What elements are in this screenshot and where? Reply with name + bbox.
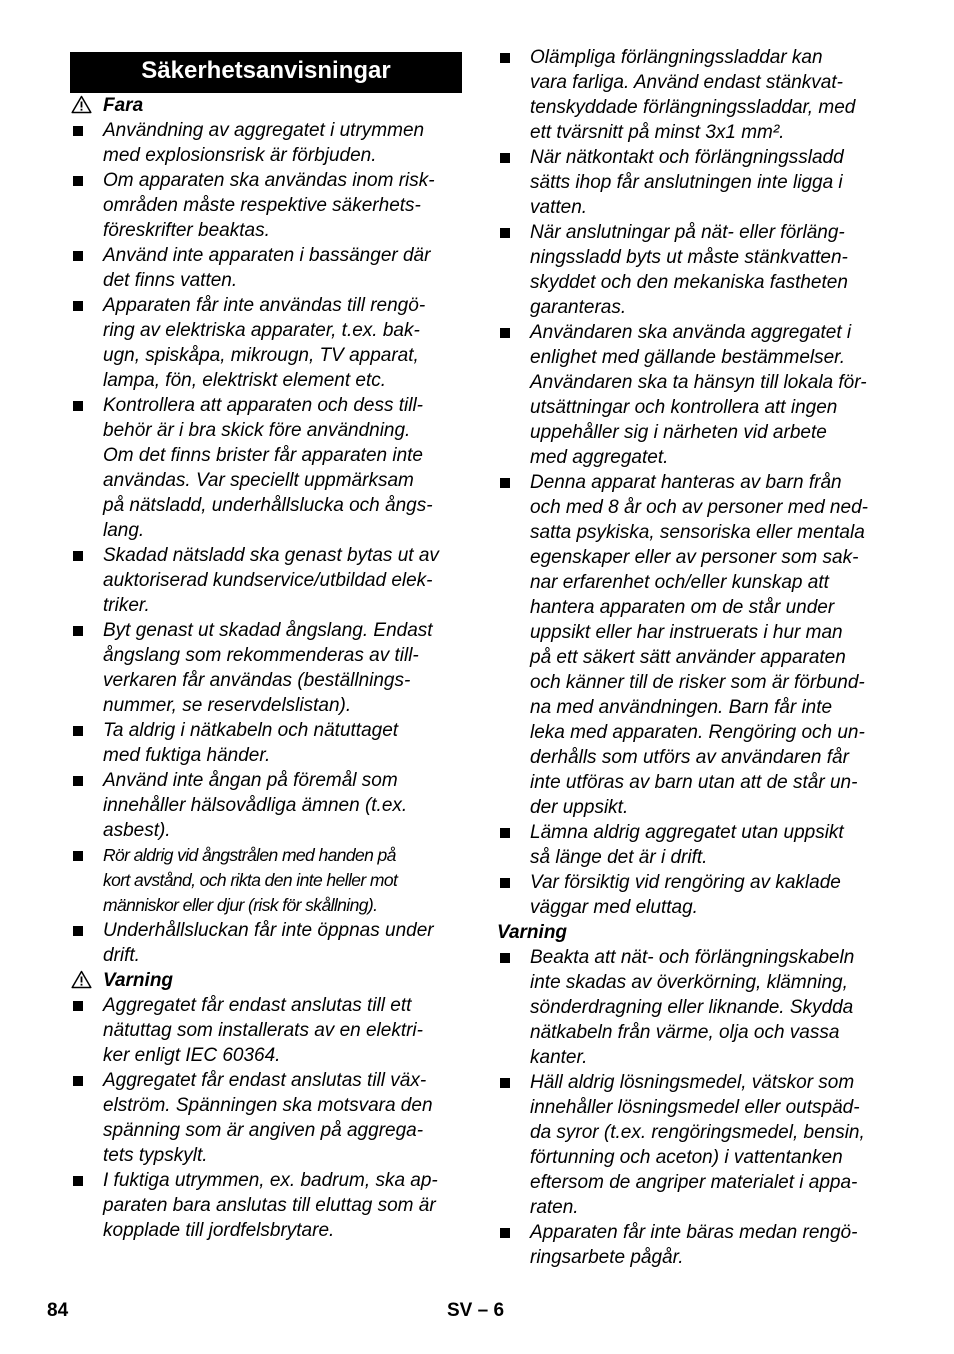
bullet-line-text: föreskrifter beaktas. bbox=[103, 220, 270, 241]
bullet-line bbox=[497, 1020, 892, 1045]
bullet-line-text: Användaren ska ta hänsyn till lokala för- bbox=[530, 372, 867, 393]
bullet-line bbox=[70, 993, 462, 1018]
bullet-line bbox=[497, 745, 892, 770]
bullet-line bbox=[70, 1143, 462, 1168]
bullet-square-icon bbox=[73, 1001, 83, 1011]
bullet-item bbox=[70, 243, 462, 293]
bullet-square-icon bbox=[73, 126, 83, 136]
bullet-line bbox=[497, 345, 892, 370]
bullet-line-text: Byt genast ut skadad ångslang. Endast bbox=[103, 620, 433, 641]
bullet-line bbox=[70, 918, 462, 943]
bullet-line bbox=[70, 443, 462, 468]
bullet-item bbox=[497, 145, 892, 220]
bullet-square-icon bbox=[500, 153, 510, 163]
bullet-line-text: skyddet och den mekaniska fastheten bbox=[530, 272, 848, 293]
bullet-item bbox=[497, 945, 892, 1070]
bullet-line bbox=[70, 1018, 462, 1043]
bullet-line bbox=[497, 770, 892, 795]
bullet-item bbox=[497, 470, 892, 820]
bullet-item bbox=[497, 1070, 892, 1220]
bullet-line-text: vara farliga. Använd endast stänkvat- bbox=[530, 72, 843, 93]
bullet-line bbox=[497, 270, 892, 295]
bullet-line-text: na med användningen. Barn får inte bbox=[530, 697, 833, 718]
bullet-line-text: kort avstånd, och rikta den inte heller mot bbox=[103, 870, 398, 890]
bullet-square-icon bbox=[500, 878, 510, 888]
bullet-line bbox=[70, 568, 462, 593]
bullet-square-icon bbox=[73, 726, 83, 736]
bullet-item bbox=[497, 320, 892, 470]
bullet-item bbox=[497, 1220, 892, 1270]
bullet-line-text: utsättningar och kontrollera att ingen bbox=[530, 397, 838, 418]
bullet-square-icon bbox=[500, 1078, 510, 1088]
bullet-line bbox=[497, 695, 892, 720]
bullet-line bbox=[70, 893, 462, 918]
bullet-line bbox=[497, 1220, 892, 1245]
bullet-line bbox=[70, 593, 462, 618]
bullet-line bbox=[497, 670, 892, 695]
bullet-line bbox=[70, 543, 462, 568]
bullet-line-text: Användning av aggregatet i utrymmen bbox=[103, 120, 425, 141]
bullet-line-text: Rör aldrig vid ångstrålen med handen på bbox=[103, 845, 396, 865]
bullet-line bbox=[497, 995, 892, 1020]
bullet-line-text: da syror (t.ex. rengöringsmedel, bensin, bbox=[530, 1122, 865, 1143]
bullet-line bbox=[497, 970, 892, 995]
bullet-line-text: tenskyddade förlängningssladdar, med bbox=[530, 97, 856, 118]
bullet-line bbox=[497, 395, 892, 420]
bullet-item bbox=[70, 768, 462, 843]
bullet-line bbox=[497, 1145, 892, 1170]
bullet-line-text: ningssladd byts ut måste stänkvatten- bbox=[530, 247, 848, 268]
bullet-square-icon bbox=[500, 828, 510, 838]
bullet-line bbox=[497, 895, 892, 920]
bullet-line-text: Var försiktig vid rengöring av kaklade bbox=[530, 872, 841, 893]
bullet-item bbox=[497, 870, 892, 920]
bullet-line-text: asbest). bbox=[103, 820, 171, 841]
bullet-line bbox=[497, 1045, 892, 1070]
bullet-line bbox=[70, 1118, 462, 1143]
bullet-square-icon bbox=[500, 228, 510, 238]
bullet-square-icon bbox=[73, 1176, 83, 1186]
page-number: 84 bbox=[47, 1300, 69, 1321]
bullet-line bbox=[497, 1195, 892, 1220]
bullet-line bbox=[497, 195, 892, 220]
bullet-item bbox=[70, 293, 462, 393]
bullet-line-text: nätuttag som installerats av en elektri- bbox=[103, 1020, 423, 1041]
bullet-line bbox=[70, 193, 462, 218]
warning-triangle-icon bbox=[71, 95, 92, 114]
bullet-line bbox=[497, 45, 892, 70]
bullet-line-text: enlighet med gällande bestämmelser. bbox=[530, 347, 846, 368]
bullet-line-text: satta psykiska, sensoriska eller mentala bbox=[530, 522, 865, 543]
bullet-line-text: När anslutningar på nät- eller förläng- bbox=[530, 222, 845, 243]
bullet-line bbox=[70, 1093, 462, 1118]
bullet-line-text: områden måste respektive säkerhets- bbox=[103, 195, 421, 216]
bullet-line-text: Lämna aldrig aggregatet utan uppsikt bbox=[530, 822, 844, 843]
bullet-line bbox=[70, 643, 462, 668]
bullet-line-text: I fuktiga utrymmen, ex. badrum, ska ap- bbox=[103, 1170, 438, 1191]
bullet-item bbox=[70, 843, 462, 918]
bullet-line-text: tets typskylt. bbox=[103, 1145, 208, 1166]
bullet-line bbox=[70, 768, 462, 793]
bullet-item bbox=[497, 220, 892, 320]
bullet-line-text: Denna apparat hanteras av barn från bbox=[530, 472, 842, 493]
bullet-line bbox=[70, 1193, 462, 1218]
bullet-line bbox=[497, 295, 892, 320]
bullet-line-text: och med 8 år och av personer med ned- bbox=[530, 497, 868, 518]
bullet-line bbox=[497, 720, 892, 745]
bullet-line bbox=[70, 1218, 462, 1243]
bullet-square-icon bbox=[73, 401, 83, 411]
bullet-line-text: ångslang som rekommenderas av till- bbox=[103, 645, 419, 666]
bullet-line-text: Skadad nätsladd ska genast bytas ut av bbox=[103, 545, 439, 566]
bullet-line-text: förtunning och aceton) i vattentanken bbox=[530, 1147, 843, 1168]
bullet-line bbox=[497, 870, 892, 895]
bullet-line-text: sönderdragning eller liknande. Skydda bbox=[530, 997, 854, 1018]
bullet-line bbox=[497, 1170, 892, 1195]
subsection-title-text: Varning bbox=[497, 922, 568, 943]
right-items bbox=[497, 45, 892, 1270]
bullet-line-text: kopplade till jordfelsbrytare. bbox=[103, 1220, 335, 1241]
bullet-line-text: drift. bbox=[103, 945, 140, 966]
bullet-line bbox=[497, 145, 892, 170]
bullet-line bbox=[70, 393, 462, 418]
bullet-line-text: med fuktiga händer. bbox=[103, 745, 271, 766]
bullet-line bbox=[497, 70, 892, 95]
bullet-line-text: användas. Var speciellt uppmärksam bbox=[103, 470, 414, 491]
bullet-line bbox=[70, 218, 462, 243]
bullet-line-text: uppsikt eller har instruerats i hur man bbox=[530, 622, 843, 643]
bullet-line bbox=[70, 943, 462, 968]
bullet-item bbox=[70, 118, 462, 168]
bullet-item bbox=[70, 718, 462, 768]
bullet-line-text: nar erfarenhet och/eller kunskap att bbox=[530, 572, 829, 593]
bullet-line-text: eftersom de angriper materialet i appa- bbox=[530, 1172, 858, 1193]
left-column bbox=[70, 45, 462, 1243]
bullet-line-text: inte utföras av barn utan att de står un- bbox=[530, 772, 858, 793]
bullet-line bbox=[70, 693, 462, 718]
bullet-line-text: Beakta att nät- och förlängningskabeln bbox=[530, 947, 855, 968]
bullet-line bbox=[70, 843, 462, 868]
bullet-line-text: Apparaten får inte användas till rengö- bbox=[103, 295, 426, 316]
bullet-line-text: så länge det är i drift. bbox=[530, 847, 708, 868]
bullet-line bbox=[497, 170, 892, 195]
bullet-square-icon bbox=[500, 328, 510, 338]
bullet-line bbox=[70, 518, 462, 543]
bullet-line-text: ring av elektriska apparater, t.ex. bak- bbox=[103, 320, 420, 341]
bullet-line-text: elström. Spänningen ska motsvara den bbox=[103, 1095, 433, 1116]
bullet-square-icon bbox=[500, 53, 510, 63]
bullet-line bbox=[497, 820, 892, 845]
bullet-item bbox=[70, 993, 462, 1068]
bullet-line-text: Om det finns brister får apparaten inte bbox=[103, 445, 423, 466]
bullet-line-text: Använd inte ångan på föremål som bbox=[103, 770, 398, 791]
bullet-line bbox=[70, 618, 462, 643]
bullet-line bbox=[497, 845, 892, 870]
bullet-line bbox=[497, 795, 892, 820]
bullet-square-icon bbox=[500, 478, 510, 488]
bullet-line-text: leka med apparaten. Rengöring och un- bbox=[530, 722, 865, 743]
bullet-line bbox=[70, 493, 462, 518]
bullet-line-text: ker enligt IEC 60364. bbox=[103, 1045, 281, 1066]
bullet-line-text: egenskaper eller av personer som sak- bbox=[530, 547, 859, 568]
bullet-line bbox=[497, 445, 892, 470]
bullet-line bbox=[497, 95, 892, 120]
bullet-line bbox=[70, 718, 462, 743]
bullet-line-text: hantera apparaten om de står under bbox=[530, 597, 835, 618]
bullet-line bbox=[497, 1245, 892, 1270]
bullet-line bbox=[70, 668, 462, 693]
bullet-line-text: Olämpliga förlängningssladdar kan bbox=[530, 47, 823, 68]
bullet-item bbox=[70, 168, 462, 243]
bullet-line-text: ugn, spiskåpa, mikrougn, TV apparat, bbox=[103, 345, 419, 366]
bullet-line-text: behör är i bra skick före användning. bbox=[103, 420, 411, 441]
bullet-line bbox=[70, 1043, 462, 1068]
bullet-line bbox=[497, 370, 892, 395]
bullet-line-text: Kontrollera att apparaten och dess till- bbox=[103, 395, 424, 416]
bullet-line-text: När nätkontakt och förlängningssladd bbox=[530, 147, 844, 168]
bullet-square-icon bbox=[73, 251, 83, 261]
bullet-square-icon bbox=[73, 176, 83, 186]
bullet-line-text: på ett säkert sätt använder apparaten bbox=[530, 647, 846, 668]
bullet-line-text: ett tvärsnitt på minst 3x1 mm². bbox=[530, 122, 785, 143]
bullet-item bbox=[70, 393, 462, 543]
bullet-line-text: Underhållsluckan får inte öppnas under bbox=[103, 920, 434, 941]
bullet-line-text: Ta aldrig i nätkabeln och nätuttaget bbox=[103, 720, 399, 741]
bullet-line-text: Om apparaten ska användas inom risk- bbox=[103, 170, 435, 191]
bullet-line bbox=[70, 468, 462, 493]
bullet-line-text: Aggregatet får endast anslutas till väx- bbox=[103, 1070, 427, 1091]
bullet-line-text: sätts ihop får anslutningen inte ligga i bbox=[530, 172, 843, 193]
bullet-line-text: människor eller djur (risk för skållning). bbox=[103, 895, 378, 915]
bullet-line-text: innehåller hälsovådliga ämnen (t.ex. bbox=[103, 795, 408, 816]
bullet-line bbox=[497, 620, 892, 645]
bullet-square-icon bbox=[73, 1076, 83, 1086]
bullet-line-text: raten. bbox=[530, 1197, 579, 1218]
bullet-line-text: med aggregatet. bbox=[530, 447, 669, 468]
bullet-line bbox=[70, 118, 462, 143]
bullet-line-text: vatten. bbox=[530, 197, 588, 218]
bullet-item bbox=[497, 820, 892, 870]
bullet-item bbox=[70, 543, 462, 618]
bullet-line bbox=[70, 293, 462, 318]
bullet-line-text: kanter. bbox=[530, 1047, 588, 1068]
bullet-line-text: garanteras. bbox=[530, 297, 627, 318]
bullet-line-text: på nätsladd, underhållslucka och ångs- bbox=[103, 495, 433, 516]
bullet-line-text: triker. bbox=[103, 595, 150, 616]
bullet-item bbox=[70, 1168, 462, 1243]
bullet-line-text: lang. bbox=[103, 520, 145, 541]
bullet-line-text: spänning som är angiven på aggrega- bbox=[103, 1120, 424, 1141]
bullet-square-icon bbox=[73, 626, 83, 636]
bullet-line-text: ringsarbete pågår. bbox=[530, 1247, 684, 1268]
bullet-line bbox=[70, 143, 462, 168]
bullet-line-text: och känner till de risker som är förbund- bbox=[530, 672, 865, 693]
bullet-line bbox=[497, 420, 892, 445]
bullet-square-icon bbox=[73, 851, 83, 861]
bullet-item bbox=[497, 45, 892, 145]
bullet-square-icon bbox=[500, 1228, 510, 1238]
bullet-line bbox=[497, 470, 892, 495]
bullet-square-icon bbox=[73, 301, 83, 311]
bullet-line-text: Användaren ska använda aggregatet i bbox=[530, 322, 852, 343]
bullet-line-text: paraten bara anslutas till eluttag som är bbox=[103, 1195, 436, 1216]
bullet-line-text: uppehåller sig i närheten vid arbete bbox=[530, 422, 827, 443]
bullet-square-icon bbox=[73, 926, 83, 936]
subsection-title bbox=[70, 968, 462, 993]
bullet-line bbox=[497, 320, 892, 345]
bullet-line-text: Apparaten får inte bäras medan rengö- bbox=[530, 1222, 858, 1243]
section-heading: Säkerhetsanvisningar bbox=[70, 52, 462, 93]
bullet-square-icon bbox=[73, 551, 83, 561]
bullet-line-text: Häll aldrig lösningsmedel, vätskor som bbox=[530, 1072, 855, 1093]
bullet-line bbox=[497, 595, 892, 620]
bullet-line-text: nätkabeln från värme, olja och vassa bbox=[530, 1022, 840, 1043]
bullet-line bbox=[70, 743, 462, 768]
bullet-line-text: nummer, se reservdelslistan). bbox=[103, 695, 352, 716]
warning-triangle-icon bbox=[71, 970, 92, 989]
bullet-line-text: inte skadas av överkörning, klämning, bbox=[530, 972, 848, 993]
bullet-line-text: der uppsikt. bbox=[530, 797, 629, 818]
bullet-line bbox=[70, 1068, 462, 1093]
bullet-line bbox=[70, 268, 462, 293]
bullet-line bbox=[70, 1168, 462, 1193]
bullet-line bbox=[497, 545, 892, 570]
bullet-line bbox=[70, 318, 462, 343]
bullet-line bbox=[497, 120, 892, 145]
subsection-title bbox=[70, 93, 462, 118]
bullet-item bbox=[70, 918, 462, 968]
bullet-square-icon bbox=[73, 776, 83, 786]
left-items bbox=[70, 93, 462, 1243]
bullet-line-text: Använd inte apparaten i bassänger där bbox=[103, 245, 431, 266]
bullet-line bbox=[70, 418, 462, 443]
bullet-line-text: det finns vatten. bbox=[103, 270, 238, 291]
bullet-line bbox=[70, 793, 462, 818]
bullet-line-text: väggar med eluttag. bbox=[530, 897, 698, 918]
bullet-line-text: innehåller lösningsmedel eller outspäd- bbox=[530, 1097, 860, 1118]
subsection-title bbox=[497, 920, 892, 945]
bullet-item bbox=[70, 1068, 462, 1168]
bullet-line bbox=[70, 368, 462, 393]
bullet-line bbox=[497, 945, 892, 970]
bullet-line bbox=[70, 818, 462, 843]
bullet-square-icon bbox=[500, 953, 510, 963]
bullet-line bbox=[497, 520, 892, 545]
bullet-line bbox=[70, 868, 462, 893]
bullet-line bbox=[497, 1095, 892, 1120]
bullet-line bbox=[497, 245, 892, 270]
bullet-line bbox=[497, 1070, 892, 1095]
bullet-line bbox=[70, 343, 462, 368]
bullet-line-text: derhålls som utförs av användaren får bbox=[530, 747, 849, 768]
bullet-line bbox=[70, 243, 462, 268]
right-column bbox=[497, 45, 892, 1270]
bullet-line-text: verkaren får användas (beställnings- bbox=[103, 670, 411, 691]
bullet-line bbox=[497, 220, 892, 245]
bullet-line bbox=[497, 645, 892, 670]
section-page-label: SV – 6 bbox=[447, 1300, 505, 1321]
bullet-line-text: auktoriserad kundservice/utbildad elek- bbox=[103, 570, 433, 591]
bullet-line-text: lampa, fön, elektriskt element etc. bbox=[103, 370, 387, 391]
bullet-line bbox=[497, 495, 892, 520]
bullet-line bbox=[497, 570, 892, 595]
subsection-title-text: Fara bbox=[103, 95, 144, 116]
bullet-line-text: med explosionsrisk är förbjuden. bbox=[103, 145, 377, 166]
subsection-title-text: Varning bbox=[103, 970, 174, 991]
bullet-line bbox=[497, 1120, 892, 1145]
bullet-item bbox=[70, 618, 462, 718]
bullet-line bbox=[70, 168, 462, 193]
bullet-line-text: Aggregatet får endast anslutas till ett bbox=[103, 995, 412, 1016]
